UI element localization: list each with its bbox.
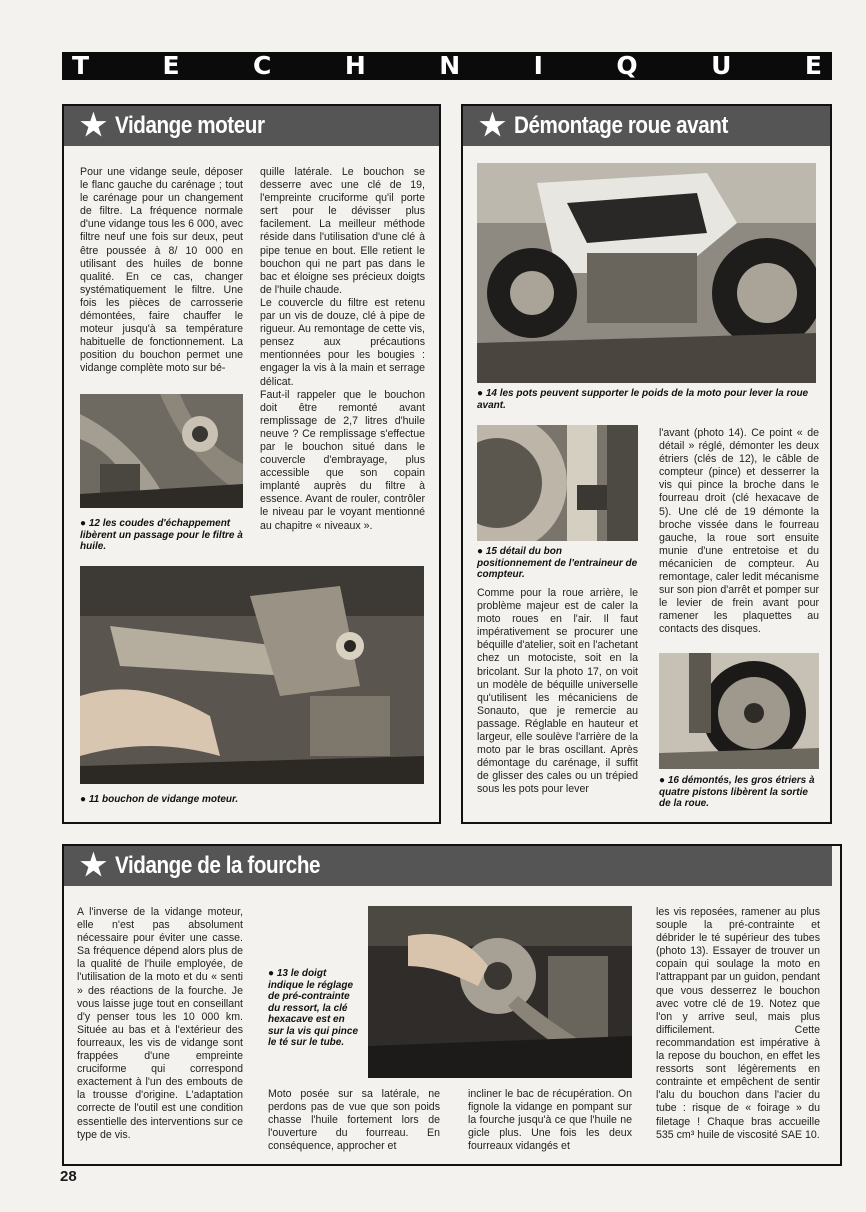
caption-photo-13: ● 13 le doigt indique le réglage de pré-contrainte du ressort, la clé hexacave est en sur la vis qui pince le té sur le tube. [268, 968, 359, 1048]
section-header-band [62, 52, 832, 80]
caption-photo-12: ● 12 les coudes d'échappement libèrent un passage pour le filtre à huile. [80, 518, 243, 552]
photo-14-motorcycle-on-stand [477, 163, 816, 383]
caption-photo-14: ● 14 les pots peuvent supporter le poids de la moto pour lever la roue avant. [477, 388, 809, 411]
header-letter: I [533, 51, 543, 80]
text-column: les vis reposées, ramener au plus souple la pré-contrainte et débrider le té supérieur des tubes (photo 13). Essayer de trouver un copain qui soulage la moto en l'attrappant par un guidon, pendant que vous desserrez le bouchon avec votre clé de 19. Notez que l'on y arrive seul, mais plus difficilement. Cette recommandation est impérative à la repose du bouchon, en effet les ressorts sont légèrements en contrainte et empêchent de sentir l'alu du bouchon dans l'acier du tube : risque de « foirage » du filetage ! Chaque bras accueille 535 cm³ huile de viscosité SAE 10. [656, 906, 820, 1141]
text-column: incliner le bac de récupération. On fignole la vidange en pompant sur la fourche jusqu'à ce que l'huile ne gicle plus. Une fois les deux fourreaux vidangés et [468, 1088, 632, 1153]
photo-11-engine-drain-plug [80, 566, 424, 784]
header-letter: H [344, 51, 366, 80]
box-title-bar [64, 846, 832, 886]
star-icon: ★ [80, 109, 107, 142]
section-title: Vidange de la fourche [114, 852, 320, 879]
page-number: 28 [60, 1168, 77, 1185]
photo-13-fork-preload [368, 906, 632, 1078]
header-letter: E [804, 51, 822, 80]
star-icon: ★ [80, 849, 107, 882]
header-letter: N [439, 51, 461, 80]
header-letter: U [711, 51, 732, 80]
caption-photo-16: ● 16 démontés, les gros étriers à quatre pistons libèrent la sortie de la roue. [659, 775, 815, 809]
text-column: A l'inverse de la vidange moteur, elle n'est pas absolument nécessaire pour éviter une casse. Sa fréquence dépend alors plus de la qualité de l'huile employée, de l'utilisation de la moto et du « senti » des réactions de la fourche. Je vous laisse juge tout en conseillant d'y penser tous les 10 000 km. Située au bas et à l'extérieur des fourreaux, les vis de vidange sont frappées d'une empreinte cruciforme qui correspond exactement à l'un des embouts de la trousse d'origine. L'adaptation correcte de l'outil est une condition essentielle des interventions sur ce type de vis. [77, 906, 243, 1141]
text-column: l'avant (photo 14). Ce point « de détail » réglé, démonter les deux étriers (clés de 12), le câble de compteur (pince) et desserrer la vis qui pince la broche dans le fourreau droit (clé hexacave de 5). Une clé de 19 démonte la broche vissée dans le fourreau gauche, la roue sort ensuite munie d'une entretoise et du mécanicien de compteur. Au remontage, caler ledit mécanisme sur son pion d'arrêt et pomper sur le levier de frein avant pour ramener les plaquettes au contacts des disques. [659, 427, 819, 636]
text-column: Comme pour la roue arrière, le problème majeur est de caler la moto roues en l'air. Il faut impérativement se procurer une béquille d'atelier, soit en l'achetant chez un motociste, soit en la bricolant. Sur la photo 17, on voit un modèle de béquille universelle qu'utilisent les mécaniciens de Sonauto, que je remercie au passage. Réglable en hauteur et largeur, elle soulève l'arrière de la moto par le bras oscillant. Après démontage du carénage, il suffit de glisser des cales ou un trépied sous les pots pour lever [477, 587, 638, 796]
box-title-bar [463, 106, 830, 146]
section-title: Démontage roue avant [513, 112, 728, 139]
photo-12-exhaust-bends [80, 394, 243, 508]
header-letter: C [253, 51, 272, 80]
text-column: Pour une vidange seule, déposer le flanc gauche du carénage ; tout le carénage pour un changement de filtre. La fréquence normale d'une vidange tous les 6 000, avec filtre neuf une fois sur deux, peut être poussée à 8/ 10 000 en utilisant des huiles de bonne qualité. En ce cas, changer systématiquement le filtre. Une fois les pièces de carrosserie démontées, faire chauffer le moteur jusqu'à sa température habituelle de fonctionnement. La position du bouchon permet une vidange complète moto sur bé- [80, 166, 243, 375]
photo-15-speedo-drive [477, 425, 638, 541]
star-icon: ★ [479, 109, 506, 142]
text-column: quille latérale. Le bouchon se desserre avec une clé de 19, l'empreinte cruciforme qu'il porte sert pour le dévisser plus facilement. La meilleur méthode réside dans l'utilisation d'une clé à pipe tenue en bout. Elle retient le bouchon qui ne part pas dans le bac et éloigne ses précieux doigts de l'huile chaude. Le couvercle du filtre est retenu par un vis de douze, clé à pipe de rigueur. Au remontage de cette vis, pensez aux précautions mentionnées pour les bougies : engager la vis à la main et serrage délicat. Faut-il rappeler que le bouchon doit être remonté avant remplissage de 2,7 litres d'huile neuve ? Ce remplissage s'effectue par le bouchon situé dans le couvercle d'embrayage, plus accessible que son copain implanté auprès du filtre à essence. Avant de rouler, contrôler le niveau par le voyant mentionné au chapitre « niveaux ». [260, 166, 425, 532]
caption-photo-15: ● 15 détail du bon positionnement de l'entraineur de compteur. [477, 546, 638, 580]
text-column: Moto posée sur sa latérale, ne perdons pas de vue que son poids chasse l'huile fortement lors de l'ouverture du fourreau. En conséquence, approcher et [268, 1088, 440, 1153]
caption-photo-11: ● 11 bouchon de vidange moteur. [80, 794, 239, 805]
photo-16-front-wheel-calipers [659, 653, 819, 769]
header-letter: E [162, 51, 180, 80]
header-letter: T [72, 51, 90, 80]
box-title-bar [64, 106, 439, 146]
header-letter: Q [616, 51, 638, 80]
section-title: Vidange moteur [114, 112, 265, 139]
